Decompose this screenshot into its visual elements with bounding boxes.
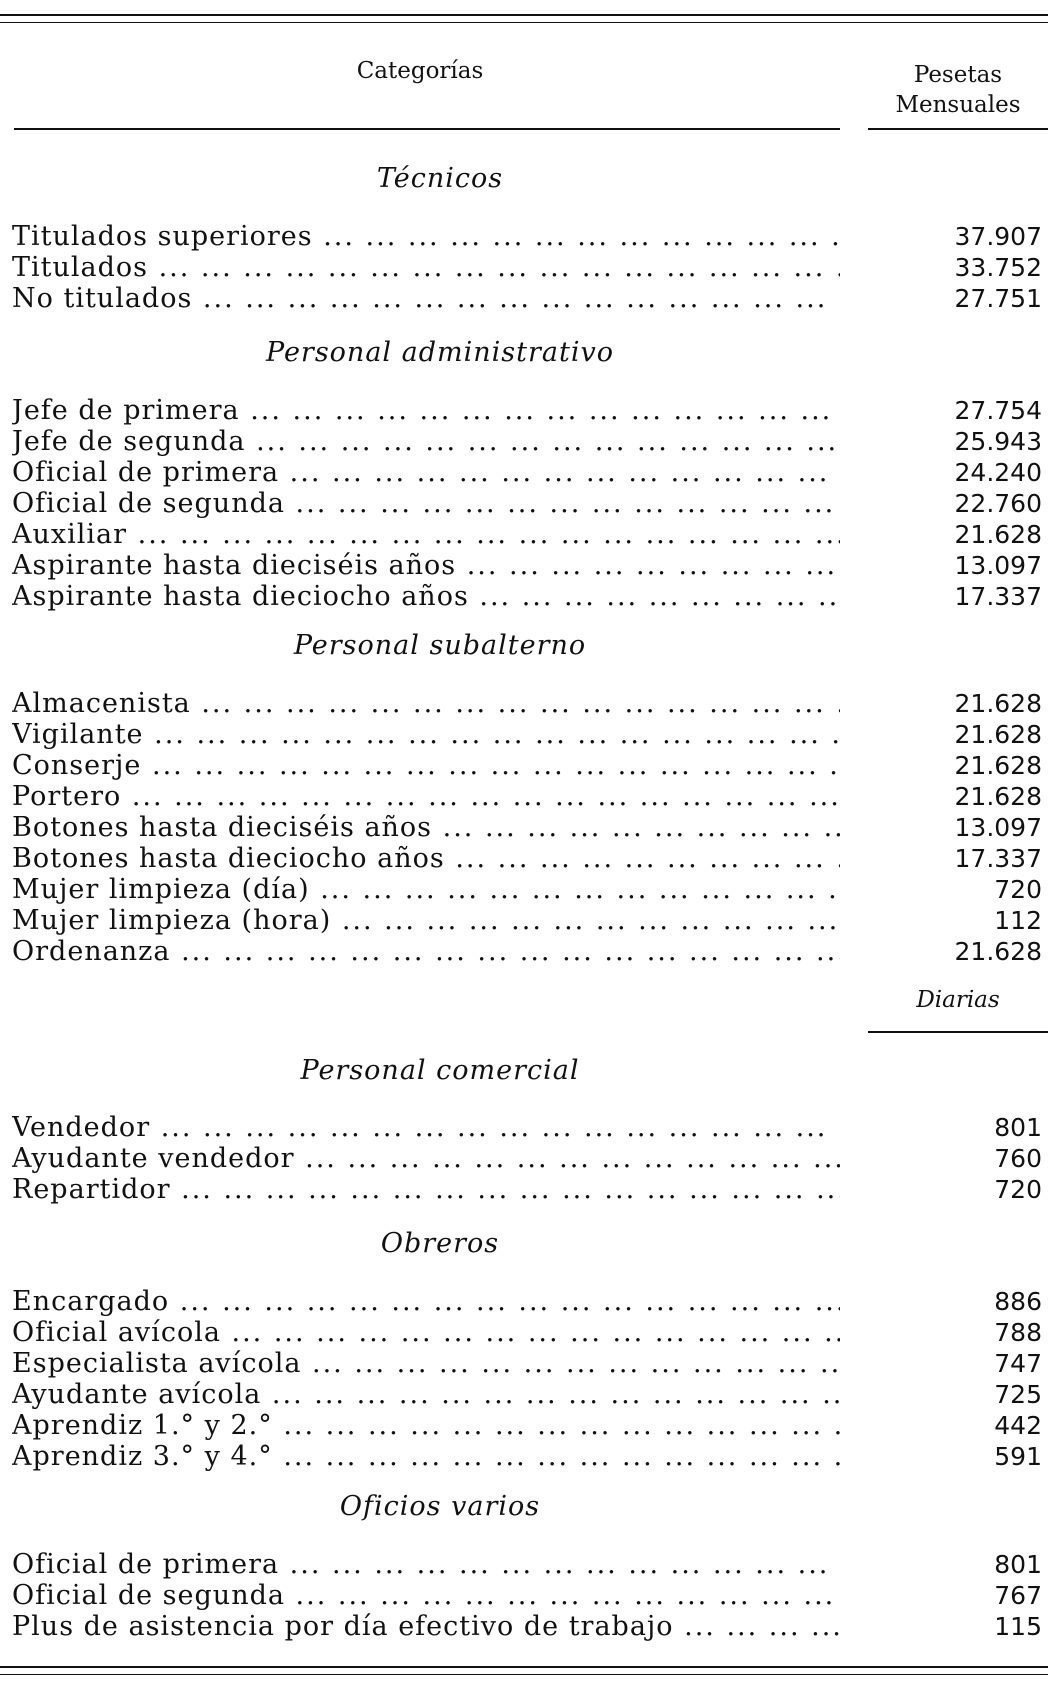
table-row <box>12 488 1042 519</box>
row-value: 801 <box>994 1550 1042 1579</box>
row-label: Repartidor ... . <box>12 1174 840 1205</box>
row-value: 21.628 <box>954 751 1042 780</box>
table-row <box>12 1611 1042 1642</box>
row-value: 591 <box>994 1442 1042 1471</box>
header-pesetas-line2: Mensuales <box>895 92 1021 118</box>
row-label: Aprendiz 1.° y 2.° ... . <box>12 1410 840 1441</box>
section-title-personal-administrativo: Personal administrativo <box>265 337 614 368</box>
table-row <box>12 457 1042 488</box>
row-value: 725 <box>994 1380 1042 1409</box>
table-row <box>12 395 1042 426</box>
row-value: 17.337 <box>954 844 1042 873</box>
row-value: 27.751 <box>954 284 1042 313</box>
row-label: Vigilante ... . <box>12 719 840 750</box>
table-row <box>12 426 1042 457</box>
table-row <box>12 719 1042 750</box>
table-row <box>12 1580 1042 1611</box>
row-label: Titulados ... . <box>12 252 840 283</box>
row-label: Jefe de primera ... . <box>12 395 840 426</box>
row-label: Encargado ... . <box>12 1286 840 1317</box>
table-row <box>12 1143 1042 1174</box>
row-value: 24.240 <box>954 458 1042 487</box>
row-label: Ayudante vendedor ... . <box>12 1143 840 1174</box>
row-label: Jefe de segunda ... . <box>12 426 840 457</box>
table-row <box>12 1410 1042 1441</box>
table-row <box>12 812 1042 843</box>
bottom-rule-1 <box>0 1666 1048 1668</box>
row-label: Mujer limpieza (día) ... . <box>12 874 840 905</box>
table-row <box>12 1379 1042 1410</box>
row-value: 767 <box>994 1581 1042 1610</box>
row-label: Mujer limpieza (hora) ... . <box>12 905 840 936</box>
row-value: 22.760 <box>954 489 1042 518</box>
header-rule-left <box>14 128 840 130</box>
row-value: 13.097 <box>954 551 1042 580</box>
row-label: Oficial de primera ... . <box>12 1549 840 1580</box>
row-label: Aprendiz 3.° y 4.° ... . <box>12 1441 840 1472</box>
row-value: 25.943 <box>954 427 1042 456</box>
row-value: 37.907 <box>954 222 1042 251</box>
row-label: Ayudante avícola ... . <box>12 1379 840 1410</box>
row-value: 442 <box>994 1411 1042 1440</box>
row-value: 17.337 <box>954 582 1042 611</box>
row-value: 747 <box>994 1349 1042 1378</box>
table-row <box>12 1286 1042 1317</box>
row-label: Auxiliar ... . <box>12 519 840 550</box>
header-diarias: Diarias <box>916 987 1000 1013</box>
table-row <box>12 519 1042 550</box>
table-row <box>12 1441 1042 1472</box>
row-value: 21.628 <box>954 937 1042 966</box>
row-label: Botones hasta dieciséis años ... . <box>12 812 840 843</box>
row-label: Titulados superiores ... . <box>12 221 840 252</box>
section-title-tecnicos: Técnicos <box>376 163 504 194</box>
row-value: 720 <box>994 875 1042 904</box>
diarias-rule <box>868 1031 1048 1033</box>
row-label: No titulados ... . <box>12 283 840 314</box>
row-value: 788 <box>994 1318 1042 1347</box>
section-title-personal-comercial: Personal comercial <box>300 1055 580 1086</box>
row-value: 21.628 <box>954 720 1042 749</box>
table-row <box>12 550 1042 581</box>
row-label: Plus de asistencia por día efectivo de trabajo ... . <box>12 1611 840 1642</box>
row-value: 21.628 <box>954 520 1042 549</box>
table-row <box>12 905 1042 936</box>
row-value: 760 <box>994 1144 1042 1173</box>
row-label: Botones hasta dieciocho años ... . <box>12 843 840 874</box>
table-row <box>12 1112 1042 1143</box>
row-label: Oficial de primera ... . <box>12 457 840 488</box>
row-label: Especialista avícola ... . <box>12 1348 840 1379</box>
row-label: Conserje ... . <box>12 750 840 781</box>
row-label: Vendedor ... . <box>12 1112 840 1143</box>
table-row <box>12 252 1042 283</box>
header-pesetas-line1: Pesetas <box>913 62 1003 88</box>
row-label: Oficial de segunda ... . <box>12 1580 840 1611</box>
row-value: 886 <box>994 1287 1042 1316</box>
table-row <box>12 1317 1042 1348</box>
header-pesetas <box>868 60 1048 120</box>
row-label: Portero ... . <box>12 781 840 812</box>
row-value: 115 <box>994 1612 1042 1641</box>
top-rule-2 <box>0 22 1048 23</box>
row-label: Aspirante hasta dieciséis años ... . <box>12 550 840 581</box>
header-rule-right <box>868 128 1048 130</box>
row-value: 13.097 <box>954 813 1042 842</box>
row-label: Oficial avícola ... . <box>12 1317 840 1348</box>
table-row <box>12 283 1042 314</box>
row-value: 21.628 <box>954 689 1042 718</box>
table-row <box>12 1174 1042 1205</box>
header-categorias: Categorías <box>356 58 484 84</box>
top-rule-1 <box>0 14 1048 16</box>
section-title-personal-subalterno: Personal subalterno <box>293 630 587 661</box>
row-label: Ordenanza ... . <box>12 936 840 967</box>
table-row <box>12 936 1042 967</box>
table-row <box>12 221 1042 252</box>
row-value: 112 <box>994 906 1042 935</box>
row-value: 27.754 <box>954 396 1042 425</box>
section-title-obreros: Obreros <box>380 1228 500 1259</box>
table-row <box>12 1549 1042 1580</box>
row-value: 801 <box>994 1113 1042 1142</box>
section-title-oficios-varios: Oficios varios <box>339 1491 541 1522</box>
table-row <box>12 874 1042 905</box>
table-row <box>12 781 1042 812</box>
table-row <box>12 581 1042 612</box>
bottom-rule-2 <box>0 1674 1048 1675</box>
row-value: 720 <box>994 1175 1042 1204</box>
row-value: 21.628 <box>954 782 1042 811</box>
table-row <box>12 843 1042 874</box>
row-label: Oficial de segunda ... . <box>12 488 840 519</box>
table-row <box>12 1348 1042 1379</box>
row-value: 33.752 <box>954 253 1042 282</box>
row-label: Almacenista ... . <box>12 688 840 719</box>
row-label: Aspirante hasta dieciocho años ... . <box>12 581 840 612</box>
table-row <box>12 688 1042 719</box>
table-row <box>12 750 1042 781</box>
